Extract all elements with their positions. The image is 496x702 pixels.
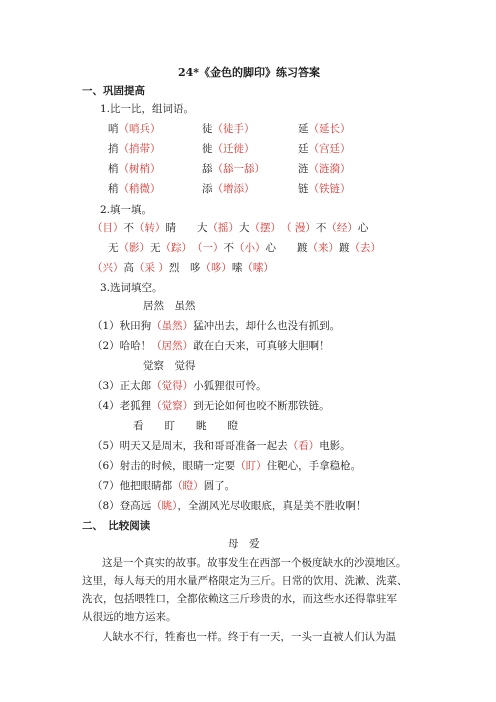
- prompt-text: 敢在白天来，可真够大胆啊！: [193, 340, 330, 352]
- question-1-label: 1.比一比，组词语。: [100, 103, 195, 115]
- answer-text: （来）: [307, 242, 339, 254]
- q1-answer: （徒手）: [212, 123, 255, 135]
- q1-answer: （宫廷）: [308, 143, 351, 155]
- q1-char: 哨（哨兵）: [108, 123, 161, 135]
- q1-char: 梢（树梢）: [108, 163, 161, 175]
- prompt-text: （8）登高远: [92, 500, 152, 512]
- q3-sentence: [92, 499, 366, 513]
- q1-answer: （涟漪）: [308, 163, 351, 175]
- passage-line: 从很远的地方运来。: [82, 611, 177, 623]
- prompt-text: 心: [357, 222, 369, 234]
- q1-answer: （树梢）: [118, 163, 161, 175]
- prompt-text: （6）射击的时候，眼睛一定要: [92, 460, 236, 472]
- answer-text: （盯）: [235, 460, 267, 472]
- prompt-text: 大: [239, 222, 250, 234]
- q3-sentence: [92, 319, 340, 333]
- prompt-text: 住靶心，手拿稳枪。: [266, 460, 362, 472]
- q2-idiom-line: [108, 241, 381, 255]
- answer-text: （摇）: [207, 222, 239, 234]
- answer-text: （转）: [134, 222, 166, 234]
- q1-answer: （稍微）: [118, 183, 161, 195]
- section-heading-compare-reading: 二、 比较阅读: [82, 520, 151, 532]
- answer-text: （兴）: [92, 262, 124, 274]
- prompt-text: 无: [108, 242, 119, 254]
- prompt-text: 不: [223, 242, 234, 254]
- passage-line: 这里，每人每天的用水量严格限定为三斤。日常的饮用、洗漱、洗菜、: [82, 575, 408, 587]
- prompt-text: ，全湖风光尽收眼底，真是美不胜收啊！: [177, 500, 367, 512]
- q1-answer: （捎带）: [118, 143, 161, 155]
- q3-word-choices: 觉察 觉得: [143, 360, 196, 372]
- q1-char: 舔（舔一舔）: [202, 163, 265, 175]
- section-heading-consolidate: 一、巩固提高: [82, 85, 145, 97]
- prompt-text: 高: [123, 262, 134, 274]
- q3-sentence: [92, 459, 361, 473]
- prompt-text: 睛 大: [165, 222, 208, 234]
- answer-text: （觉察）: [151, 400, 194, 412]
- answer-text: （踪）: [160, 242, 187, 254]
- q1-char: 捎（捎带）: [108, 143, 161, 155]
- prompt-text: 不: [315, 222, 327, 234]
- question-3-label: 3.选词填空。: [100, 282, 163, 294]
- answer-text: （瞪）: [172, 480, 204, 492]
- q1-char: 稍（稍微）: [108, 183, 161, 195]
- q1-answer: （铁链）: [308, 183, 351, 195]
- answer-text: （摆）: [249, 222, 276, 234]
- answer-text: （ 漫）: [275, 222, 316, 234]
- answer-text: （采 ）: [134, 262, 169, 274]
- answer-text: （去）: [349, 242, 381, 254]
- q1-char: 涟（涟漪）: [298, 163, 351, 175]
- prompt-text: （3）正太郎: [92, 380, 152, 392]
- page-title: 24*《金色的脚印》练习答案: [178, 66, 321, 79]
- prompt-text: （4）老狐狸: [92, 400, 152, 412]
- prompt-text: 圆了。: [203, 480, 236, 492]
- prompt-text: [187, 242, 198, 254]
- answer-text: （哆）: [200, 262, 232, 274]
- question-2-label: 2.填一填。: [100, 204, 153, 216]
- prompt-text: （2）哈哈！: [92, 340, 152, 352]
- answer-text: （一）: [197, 242, 224, 254]
- answer-text: （看）: [287, 440, 320, 452]
- answer-text: （目）: [92, 222, 124, 234]
- q3-sentence: [92, 379, 267, 393]
- passage-line: 洗衣，包括喂牲口，全都依赖这三斤珍贵的水，而这些水还得靠驻军: [82, 593, 397, 605]
- answer-text: （小）: [234, 242, 266, 254]
- q1-answer: （增添）: [212, 183, 255, 195]
- q1-answer: （迁徙）: [212, 143, 255, 155]
- answer-text: （影）: [118, 242, 150, 254]
- prompt-text: 踱: [339, 242, 350, 254]
- prompt-text: 嗦: [231, 262, 243, 274]
- answer-text: （经）: [326, 222, 358, 234]
- q1-char: 链（铁链）: [298, 183, 351, 195]
- passage-line: 这是一个真实的故事。故事发生在西部一个极度缺水的沙漠地区。: [102, 557, 407, 569]
- answer-text: （嗦）: [242, 262, 274, 274]
- q3-sentence: [92, 439, 351, 453]
- prompt-text: 无: [150, 242, 161, 254]
- q3-word-choices: 看 盯 眺 瞪: [133, 420, 238, 432]
- q3-sentence: [92, 479, 235, 493]
- q1-answer: （舔一舔）: [212, 163, 265, 175]
- q3-sentence: [92, 399, 330, 413]
- q1-char: 徙（迁徙）: [202, 143, 255, 155]
- prompt-text: 不: [123, 222, 134, 234]
- q3-word-choices: 居然 虽然: [143, 300, 196, 312]
- prompt-text: 烈 哆: [168, 262, 201, 274]
- answer-text: （虽然）: [151, 320, 194, 332]
- q2-idiom-line: [92, 261, 274, 275]
- prompt-text: （7）他把眼睛都: [92, 480, 173, 492]
- q1-char: 廷（宫廷）: [298, 143, 351, 155]
- q2-idiom-line: [92, 221, 368, 235]
- q3-sentence: [92, 339, 330, 353]
- q1-char: 添（增添）: [202, 183, 255, 195]
- prompt-text: 猛冲出去，却什么也没有抓到。: [193, 320, 341, 332]
- prompt-text: （1）秋田狗: [92, 320, 152, 332]
- passage-line: 人缺水不行，牲畜也一样。终于有一天，一头一直被人们认为温: [102, 631, 396, 643]
- q1-answer: （延长）: [308, 123, 351, 135]
- answer-text: （觉得）: [151, 380, 194, 392]
- prompt-text: 小狐狸很可怜。: [193, 380, 267, 392]
- answer-text: （眺）: [151, 500, 178, 512]
- passage-title: 母 爱: [228, 538, 260, 550]
- prompt-text: 到无论如何也咬不断那铁链。: [193, 400, 330, 412]
- prompt-text: （5）明天又是周末，我和哥哥准备一起去: [92, 440, 288, 452]
- q1-char: 延（延长）: [298, 123, 351, 135]
- prompt-text: 电影。: [319, 440, 351, 452]
- q1-answer: （哨兵）: [118, 123, 161, 135]
- prompt-text: 心 踱: [265, 242, 308, 254]
- q1-char: 徒（徒手）: [202, 123, 255, 135]
- answer-text: （居然）: [151, 340, 194, 352]
